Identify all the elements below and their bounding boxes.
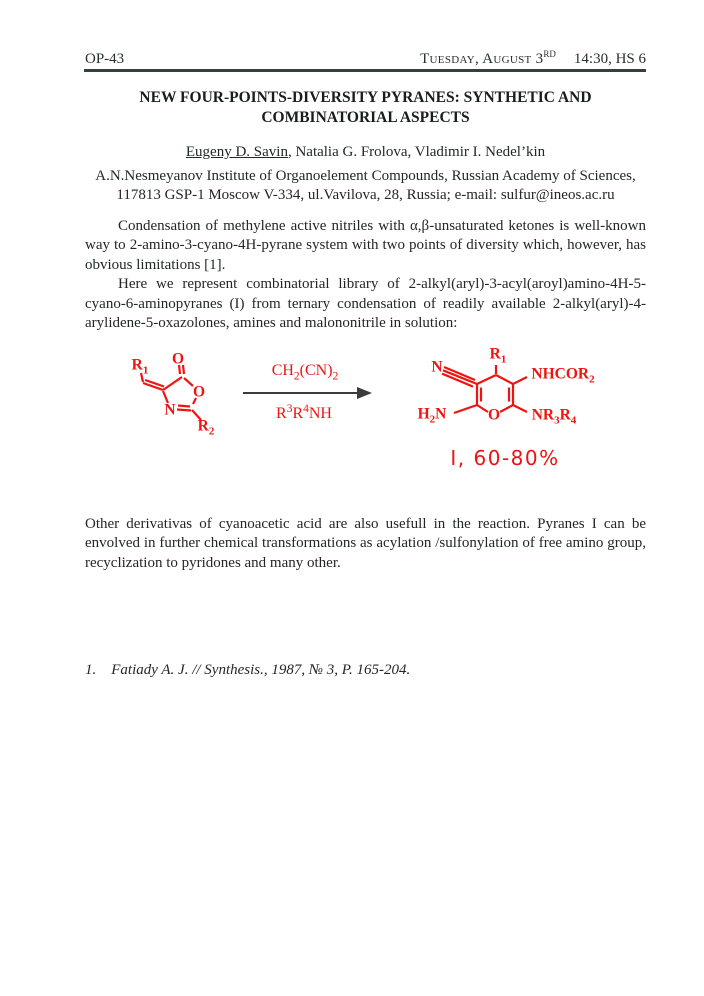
product-dialkylamino-label: $NR_3R_4$ xyxy=(531,406,577,427)
pyran-structure xyxy=(442,365,527,413)
abstract-body xyxy=(85,217,646,333)
session-info xyxy=(420,49,646,68)
affiliation xyxy=(85,167,646,205)
reference-number: 1. xyxy=(85,662,97,678)
presenting-author: Eugeny D. Savin xyxy=(185,144,288,160)
abstract-code: OP-43 xyxy=(85,51,125,67)
paragraph-1: Condensation of methylene active nitriles with α,β-unsaturated ketones is well-known way to 2-amino-3-cyano-4H-pyrane system with two points of diversity which, however, has obvious limitations [1]. xyxy=(85,218,646,273)
paper-title-line1: NEW FOUR-POINTS-DIVERSITY PYRANES: SYNTHETIC AND xyxy=(139,89,592,106)
session-day-ordinal: RD xyxy=(543,49,556,59)
paper-title-line2: COMBINATORIAL ASPECTS xyxy=(261,109,470,126)
paragraph-3: Other derivativas of cyanoacetic acid are also usefull in the reaction. Pyranes I can be envolved in further chemical transformations as acylation /sulfonylation of free amino group, recyclization to pyridones and many other. xyxy=(85,516,646,571)
coauthors: , Natalia G. Frolova, Vladimir I. Nedel’kin xyxy=(287,144,546,160)
product-ring-oxygen-label: O xyxy=(487,406,501,424)
yield-label: I, 60-80% xyxy=(450,446,560,470)
affiliation-line1: A.N.Nesmeyanov Institute of Organoelement Compounds, Russian Academy of Sciences, xyxy=(95,168,636,184)
reactant-ring-oxygen-label: O xyxy=(192,383,206,401)
affiliation-line2: 117813 GSP-1 Moscow V-334, ul.Vavilova, 28, Russia; e-mail: sulfur@ineos.ac.ru xyxy=(116,187,615,203)
reference-list xyxy=(85,662,646,679)
reference-text: Fatiady A. J. // Synthesis., 1987, № 3, P. 165-204. xyxy=(111,662,411,678)
header-divider xyxy=(84,69,646,72)
reagent-below-arrow: $R^3R^4NH$ xyxy=(276,402,332,423)
paper-title xyxy=(85,88,646,128)
arrow-head xyxy=(357,387,372,399)
product-amino-label: $H_2N$ xyxy=(417,405,447,426)
reactant-carbonyl-oxygen-label: O xyxy=(171,350,185,368)
reactant-ring-nitrogen-label: N xyxy=(164,401,176,419)
session-time: 14:30, HS 6 xyxy=(573,51,646,67)
page-header xyxy=(85,49,646,68)
product-r1-label: $R_1$ xyxy=(489,345,507,366)
paragraph-2: Here we represent combinatorial library of 2-alkyl(aryl)-3-acyl(aroyl)amino-4H-5-cyano-6-aminopyranes (I) from ternary condensation of readily available 2-alkyl(aryl)-4-arylidene-5-oxazolones, amines and malononitrile in solution: xyxy=(85,276,646,332)
reagent-above-arrow: $CH_2(CN)_2$ xyxy=(271,362,339,383)
reaction-scheme xyxy=(85,345,646,485)
session-day: Tuesday, August 3 xyxy=(420,51,544,67)
reaction-arrow xyxy=(243,387,372,399)
reactant-r1-label: $R_1$ xyxy=(131,356,149,377)
product-amide-label: $NHCOR_2$ xyxy=(531,365,595,386)
reactant-r2-label: $R_2$ xyxy=(197,417,215,438)
product-nitrile-nitrogen-label: N xyxy=(431,358,443,376)
authors-line xyxy=(85,144,646,161)
abstract-body-continued xyxy=(85,515,646,573)
